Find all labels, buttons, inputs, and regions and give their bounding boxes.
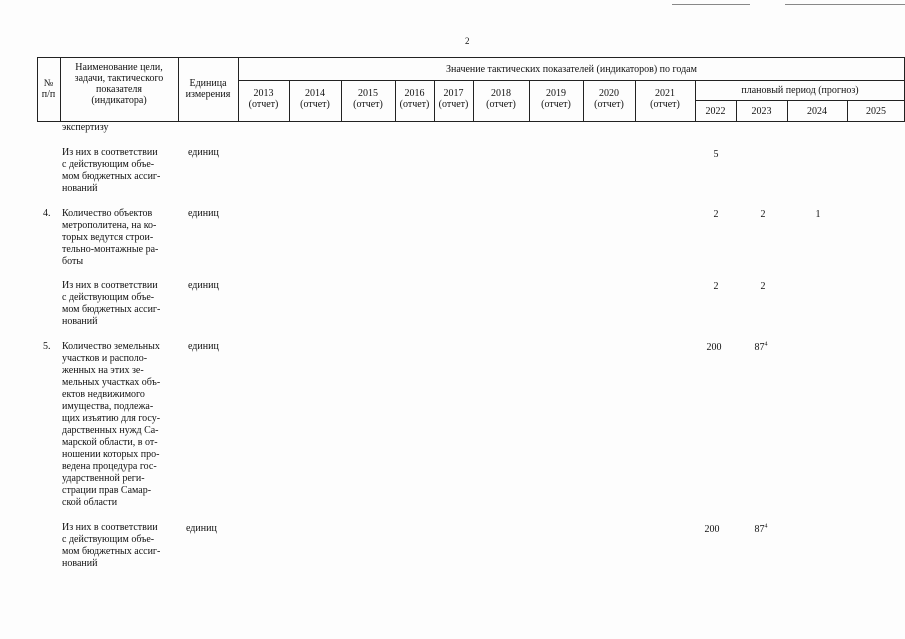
row-unit: единиц (188, 208, 219, 219)
header-plan-title: плановый период (прогноз) (741, 85, 859, 96)
row-value-2022: 200 (706, 342, 722, 353)
row-name: Из них в соответствии с действующим объе- мом бюджетных ассиг- нований (62, 280, 161, 327)
row-unit: единиц (188, 280, 219, 291)
header-plan-year-2024: 2024 (807, 106, 827, 117)
header-year-2019: 2019 (отчет) (541, 88, 571, 110)
header-plan-year-2022: 2022 (705, 106, 726, 117)
row-value-2024: 1 (815, 209, 821, 220)
header-group-title: Значение тактических показателей (индикаторов) по годам (446, 64, 697, 75)
row-number: 4. (43, 208, 51, 219)
row-unit: единиц (188, 147, 219, 158)
header-plan-year-2023: 2023 (751, 106, 772, 117)
row-value-2023: 2 (760, 209, 766, 220)
row-unit: единиц (186, 523, 217, 534)
row-value-2023: $87^4$ (754, 523, 768, 535)
row-name: экспертизу (62, 122, 109, 133)
header-col-unit: Единица измерения (185, 78, 231, 100)
row-value-2023: 2 (760, 281, 766, 292)
row-value-2022: 200 (704, 524, 720, 535)
row-name: Из них в соответствии с действующим объе- мом бюджетных ассиг- нований (62, 522, 161, 569)
header-plan-year-2025: 2025 (866, 106, 886, 117)
header-year-2015: 2015 (отчет) (353, 88, 383, 110)
header-year-2017: 2017 (отчет) (438, 88, 469, 110)
header-year-2018: 2018 (отчет) (486, 88, 516, 110)
row-value-2022: 5 (713, 149, 719, 160)
row-value-2022: 2 (713, 281, 719, 292)
row-unit: единиц (188, 341, 219, 352)
header-col-name: Наименование цели, задачи, тактического показателя (индикатора) (74, 62, 164, 106)
scan-artifact-line (672, 4, 750, 5)
row-name: Из них в соответствии с действующим объе- мом бюджетных ассиг- нований (62, 147, 161, 194)
header-col-number: № п/п (41, 78, 56, 100)
row-value-2022: 2 (713, 209, 719, 220)
scan-artifact-line (785, 4, 905, 5)
header-year-2020: 2020 (отчет) (594, 88, 624, 110)
row-value-2023: $87^4$ (754, 341, 768, 353)
page-number: 2 (465, 36, 470, 46)
row-name: Количество земельных участков и располо- женных на этих зе- мельных участках объ- ектов недвижимого имущества, подлежа- щих изъятию для госу- дарственных нужд Са- марской области, в от- ношении которых про- ведена процедура гос- ударственной реги- страции прав Самар- ской области (62, 341, 161, 508)
row-number: 5. (43, 341, 51, 352)
header-year-2013: 2013 (отчет) (248, 88, 279, 110)
row-name: Количество объектов метрополитена, на ко- торых ведутся строи- тельно-монтажные ра- боты (62, 208, 159, 267)
header-year-2016: 2016 (отчет) (399, 88, 430, 110)
header-year-2021: 2021 (отчет) (650, 88, 680, 110)
header-year-2014: 2014 (отчет) (300, 88, 330, 110)
